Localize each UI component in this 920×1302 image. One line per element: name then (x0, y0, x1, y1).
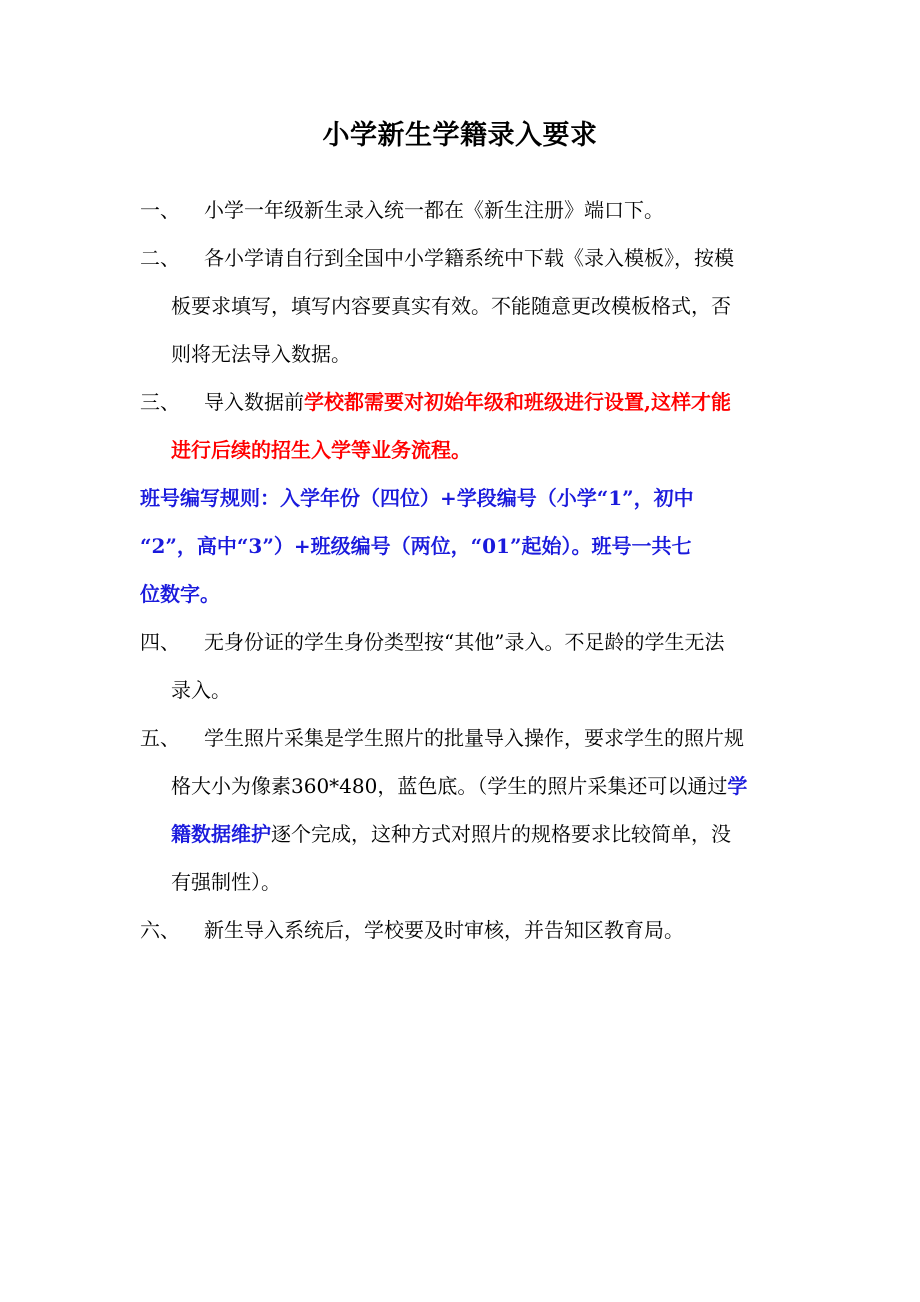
item-text-line: 小学一年级新生录入统一都在《新生注册》端口下。 (204, 198, 664, 222)
item-text-line (140, 378, 790, 426)
requirement-item-4 (140, 618, 790, 714)
item-text-plain: 导入数据前 (204, 390, 304, 414)
item-text-line: 新生导入系统后，学校要及时审核，并告知区教育局。 (204, 918, 684, 942)
item-text-line (140, 810, 790, 858)
class-number-rule (140, 474, 800, 618)
page-title: 小学新生学籍录入要求 (322, 120, 598, 151)
rule-text-line: 班号编写规则：入学年份（四位）+学段编号（小学“1”，初中 (140, 486, 694, 510)
item-text-emphasis-blue: 学 (727, 774, 748, 798)
item-number: 三、 (140, 390, 180, 414)
item-number: 四、 (140, 630, 180, 654)
requirement-item-1 (140, 186, 790, 234)
item-text-emphasis-blue: 籍数据维护 (171, 822, 271, 846)
item-number: 五、 (140, 726, 180, 750)
requirement-item-6 (140, 906, 790, 954)
item-text-line: 则将无法导入数据。 (171, 342, 351, 366)
item-text-line: 无身份证的学生身份类型按“其他”录入。不足龄的学生无法 (204, 630, 725, 654)
item-text-line: 录入。 (171, 678, 231, 702)
item-text-line (140, 426, 790, 474)
rule-text-line: 位数字。 (140, 582, 220, 606)
item-text-line (140, 762, 790, 810)
item-text-line: 各小学请自行到全国中小学籍系统中下载《录入模板》，按模 (204, 246, 734, 270)
requirement-item-3 (140, 378, 790, 474)
item-text-line: 板要求填写，填写内容要真实有效。不能随意更改模板格式，否 (171, 294, 731, 318)
item-number: 六、 (140, 918, 180, 942)
requirement-item-5 (140, 714, 790, 906)
item-text-line: 有强制性）。 (171, 870, 281, 894)
item-text-emphasis-red: 学校都需要对初始年级和班级进行设置,这样才能 (304, 390, 731, 414)
item-text-line: 学生照片采集是学生照片的批量导入操作，要求学生的照片规 (204, 726, 744, 750)
item-text-plain: 逐个完成，这种方式对照片的规格要求比较简单，没 (271, 822, 731, 846)
requirement-item-2 (140, 234, 790, 378)
item-text-plain: 格大小为像素360*480，蓝色底。（学生的照片采集还可以通过 (171, 774, 728, 798)
item-number: 一、 (140, 198, 180, 222)
item-number: 二、 (140, 246, 180, 270)
item-text-emphasis-red: 进行后续的招生入学等业务流程。 (171, 438, 471, 462)
rule-text-line: “2”，高中“3”）+班级编号（两位，“01”起始）。班号一共七 (140, 534, 692, 558)
